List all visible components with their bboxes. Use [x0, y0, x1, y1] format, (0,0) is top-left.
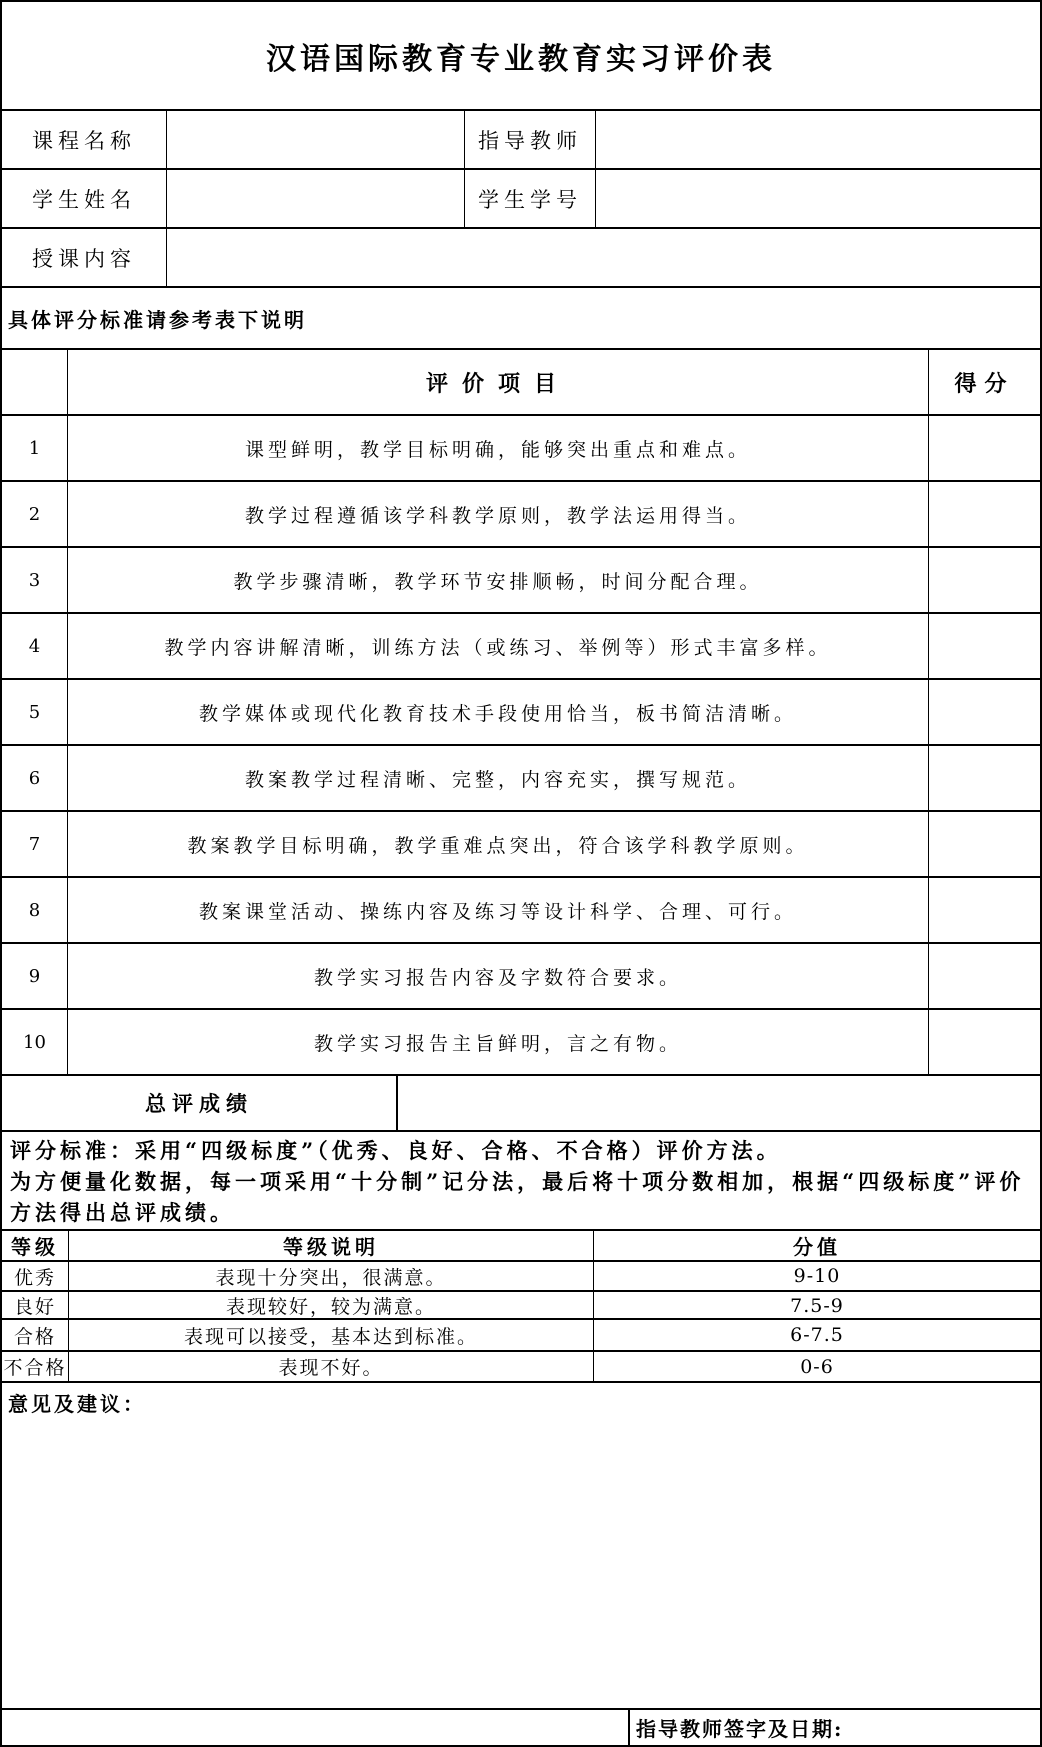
eval-item-text: 教学媒体或现代化教育技术手段使用恰当，板书简洁清晰。	[67, 680, 928, 744]
eval-score-cell[interactable]	[928, 680, 1040, 744]
eval-item-text: 教学步骤清晰，教学环节安排顺畅，时间分配合理。	[67, 548, 928, 612]
summary-score-value-cell[interactable]	[396, 1076, 1040, 1130]
grade-desc: 表现十分突出，很满意。	[68, 1262, 593, 1290]
eval-score-cell[interactable]	[928, 746, 1040, 810]
eval-score-cell[interactable]	[928, 614, 1040, 678]
eval-item-text: 教学实习报告内容及字数符合要求。	[67, 944, 928, 1008]
eval-row-1	[2, 416, 1040, 482]
eval-table-header	[2, 350, 1040, 416]
eval-number: 3	[28, 569, 41, 591]
course-name-value-cell[interactable]	[166, 111, 464, 168]
student-id-label: 学生学号	[464, 170, 595, 227]
grade-header-level: 等级	[11, 1235, 59, 1259]
eval-header-score-label: 得分	[928, 350, 1040, 414]
eval-row-6	[2, 746, 1040, 812]
eval-item-text: 教学内容讲解清晰，训练方法（或练习、举例等）形式丰富多样。	[67, 614, 928, 678]
eval-number: 2	[28, 503, 41, 525]
criteria-line-1: 评分标准：采用“四级标度”（优秀、良好、合格、不合格）评价方法。	[10, 1138, 782, 1163]
eval-score-cell[interactable]	[928, 878, 1040, 942]
eval-header-item-label: 评价项目	[67, 350, 928, 414]
eval-score-cell[interactable]	[928, 482, 1040, 546]
title-row	[2, 2, 1040, 111]
eval-row-2	[2, 482, 1040, 548]
grade-row-excellent	[2, 1262, 1040, 1292]
grade-range: 9-10	[593, 1262, 1040, 1290]
eval-score-cell[interactable]	[928, 416, 1040, 480]
note-text: 具体评分标准请参考表下说明	[8, 307, 307, 332]
eval-number: 4	[28, 635, 41, 657]
grade-table-header	[2, 1231, 1040, 1262]
advisor-value-cell[interactable]	[595, 111, 1040, 168]
eval-item-text: 教学过程遵循该学科教学原则，教学法运用得当。	[67, 482, 928, 546]
grade-level: 优秀	[13, 1266, 56, 1289]
eval-number: 5	[28, 701, 41, 723]
eval-item-text: 教学实习报告主旨鲜明，言之有物。	[67, 1010, 928, 1074]
page-title: 汉语国际教育专业教育实习评价表	[266, 41, 776, 77]
eval-number: 7	[28, 833, 41, 855]
info-row-course	[2, 111, 1040, 170]
eval-number: 6	[28, 767, 41, 789]
grade-level: 合格	[13, 1325, 56, 1348]
eval-row-3	[2, 548, 1040, 614]
advisor-signature-label[interactable]: 指导教师签字及日期:	[628, 1710, 1040, 1745]
grade-level: 不合格	[3, 1357, 67, 1379]
signature-row	[2, 1708, 1040, 1745]
eval-row-8	[2, 878, 1040, 944]
info-row-student	[2, 170, 1040, 229]
grade-desc: 表现不好。	[68, 1352, 593, 1381]
eval-score-cell[interactable]	[928, 812, 1040, 876]
eval-number: 9	[28, 965, 41, 987]
eval-number: 8	[28, 899, 41, 921]
summary-score-row	[2, 1076, 1040, 1132]
course-name-label: 课程名称	[32, 128, 136, 153]
grade-range: 0-6	[593, 1352, 1040, 1381]
grade-range: 7.5-9	[593, 1292, 1040, 1319]
info-row-lesson-content	[2, 229, 1040, 288]
criteria-paragraph	[2, 1132, 1040, 1231]
student-name-value-cell[interactable]	[166, 170, 464, 227]
eval-row-9	[2, 944, 1040, 1010]
eval-item-text: 课型鲜明，教学目标明确，能够突出重点和难点。	[67, 416, 928, 480]
eval-header-number-cell	[2, 350, 67, 414]
summary-score-label: 总评成绩	[145, 1091, 253, 1116]
grade-row-fail	[2, 1352, 1040, 1383]
eval-row-4	[2, 614, 1040, 680]
note-strip	[2, 288, 1040, 350]
eval-score-cell[interactable]	[928, 944, 1040, 1008]
suggestions-label: 意见及建议：	[8, 1392, 146, 1416]
eval-item-text: 教案教学目标明确，教学重难点突出，符合该学科教学原则。	[67, 812, 928, 876]
grade-range: 6-7.5	[593, 1320, 1040, 1350]
advisor-label: 指导教师	[464, 111, 595, 168]
grade-level: 良好	[13, 1296, 56, 1318]
grade-row-pass	[2, 1320, 1040, 1352]
eval-row-5	[2, 680, 1040, 746]
grade-desc: 表现可以接受，基本达到标准。	[68, 1320, 593, 1350]
grade-row-good	[2, 1292, 1040, 1320]
eval-score-cell[interactable]	[928, 1010, 1040, 1074]
grade-header-range: 分值	[593, 1231, 1040, 1260]
eval-item-text: 教案课堂活动、操练内容及练习等设计科学、合理、可行。	[67, 878, 928, 942]
lesson-content-label: 授课内容	[32, 246, 136, 271]
eval-row-7	[2, 812, 1040, 878]
grade-desc: 表现较好，较为满意。	[68, 1292, 593, 1319]
eval-number: 1	[28, 437, 41, 459]
student-name-label: 学生姓名	[32, 187, 136, 212]
grade-header-desc: 等级说明	[68, 1231, 593, 1260]
eval-score-cell[interactable]	[928, 548, 1040, 612]
eval-item-text: 教案教学过程清晰、完整，内容充实，撰写规范。	[67, 746, 928, 810]
student-id-value-cell[interactable]	[595, 170, 1040, 227]
signature-left-cell	[2, 1710, 628, 1745]
criteria-line-2: 为方便量化数据，每一项采用“十分制”记分法，最后将十项分数相加，根据“四级标度”评价方法得出总评成绩。	[10, 1169, 1025, 1225]
eval-number: 10	[23, 1031, 46, 1053]
lesson-content-value-cell[interactable]	[166, 229, 1040, 286]
eval-row-10	[2, 1010, 1040, 1076]
suggestions-area[interactable]	[2, 1383, 1040, 1708]
